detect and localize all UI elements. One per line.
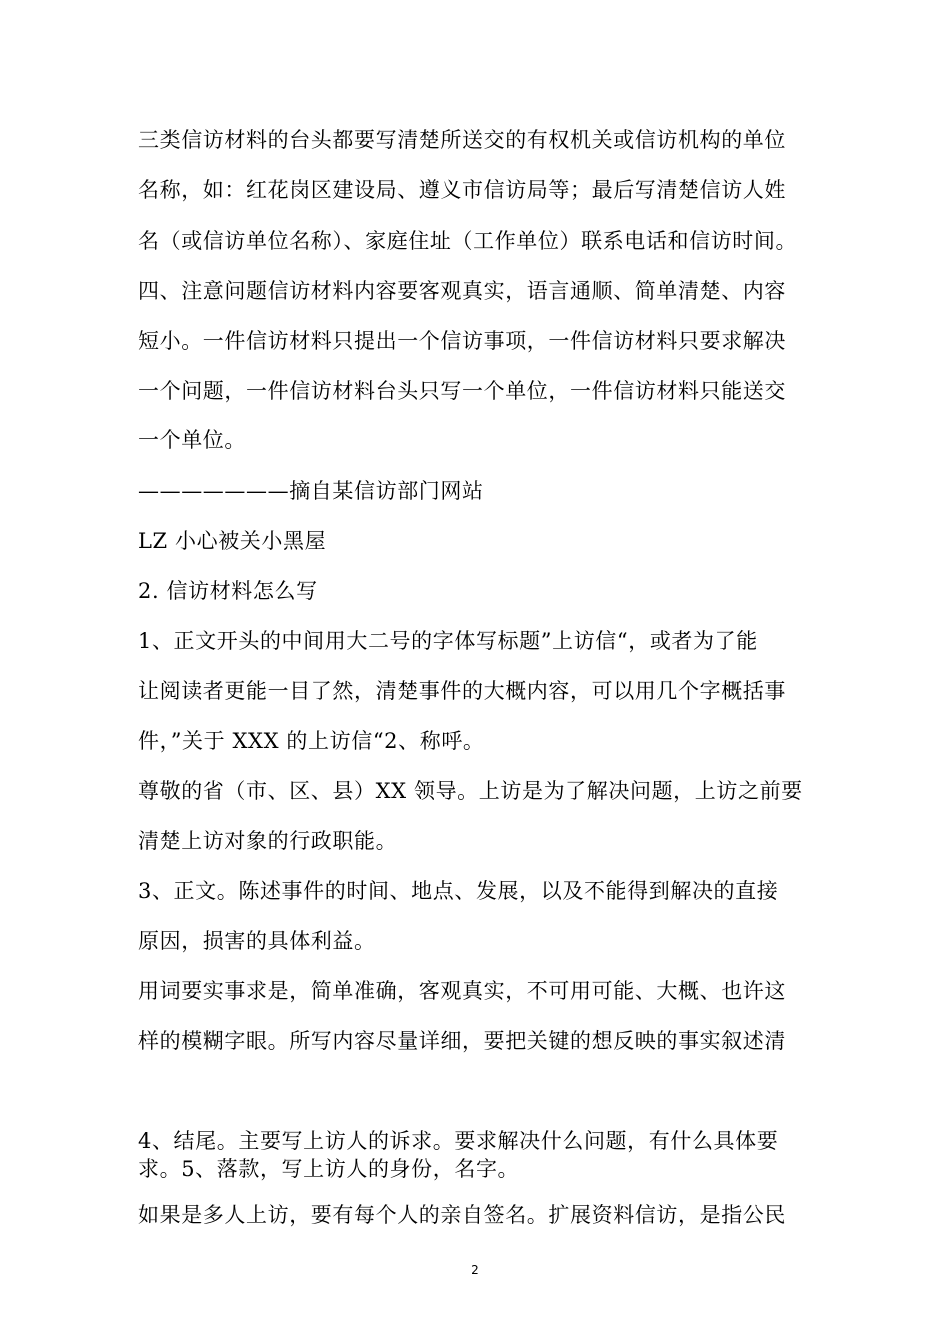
text-line: 名称，如：红花岗区建设局、遵义市信访局等；最后写清楚信访人姓: [138, 178, 786, 202]
section-heading: 2. 信访材料怎么写: [138, 579, 318, 603]
text-line: 四、注意问题信访材料内容要客观真实，语言通顺、简单清楚、内容: [138, 279, 786, 303]
text-line: 3、正文。陈述事件的时间、地点、发展，以及不能得到解决的直接: [138, 879, 779, 903]
text-line: 尊敬的省（市、区、县）XX 领导。上访是为了解决问题，上访之前要: [138, 779, 803, 803]
text-line: 样的模糊字眼。所写内容尽量详细，要把关键的想反映的事实叙述清: [138, 1029, 786, 1053]
text-line: 4、结尾。主要写上访人的诉求。要求解决什么问题，有什么具体要: [138, 1129, 779, 1153]
text-line: 件，”关于 XXX 的上访信“2、称呼。: [138, 729, 485, 753]
page-number: 2: [471, 1263, 479, 1277]
text-line: 名（或信访单位名称）、家庭住址（工作单位）联系电话和信访时间。: [138, 229, 798, 253]
text-line: LZ 小心被关小黑屋: [138, 529, 327, 553]
text-line: 一个单位。: [138, 428, 246, 452]
text-line: 原因，损害的具体利益。: [138, 929, 376, 953]
text-line: 三类信访材料的台头都要写清楚所送交的有权机关或信访机构的单位: [138, 128, 786, 152]
text-line: 清楚上访对象的行政职能。: [138, 829, 398, 853]
text-line: 如果是多人上访，要有每个人的亲自签名。扩展资料信访，是指公民: [138, 1203, 786, 1227]
text-line: 求。5、落款，写上访人的身份，名字。: [138, 1157, 520, 1181]
text-line: 让阅读者更能一目了然，清楚事件的大概内容，可以用几个字概括事: [138, 679, 786, 703]
text-line: 短小。一件信访材料只提出一个信访事项，一件信访材料只要求解决: [138, 329, 786, 353]
source-attribution: ———————摘自某信访部门网站: [138, 479, 484, 503]
text-line: 1、正文开头的中间用大二号的字体写标题”上访信“，或者为了能: [138, 629, 758, 653]
text-line: 一个问题，一件信访材料台头只写一个单位，一件信访材料只能送交: [138, 379, 786, 403]
text-line: 用词要实事求是，简单准确，客观真实，不可用可能、大概、也许这: [138, 979, 786, 1003]
